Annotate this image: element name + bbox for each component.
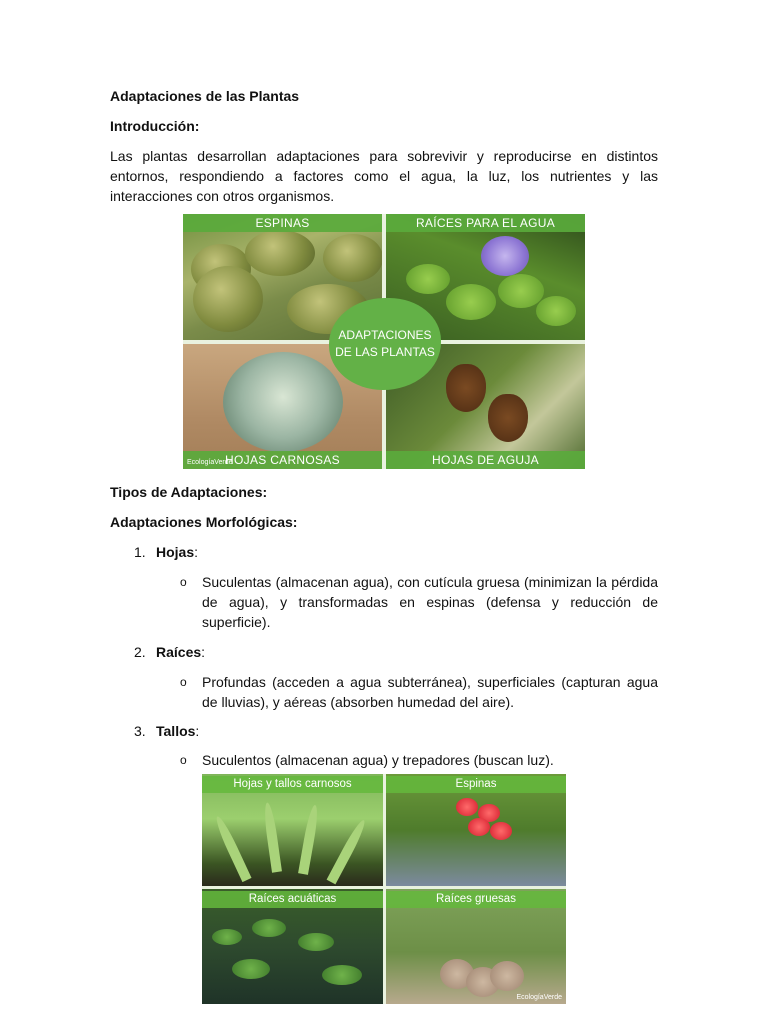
document-body <box>110 86 658 216</box>
adaptations-collage-image <box>183 214 585 469</box>
bullet-marker: o <box>180 675 187 689</box>
label-raices-acuaticas: Raíces acuáticas <box>202 891 383 908</box>
center-title-badge: ADAPTACIONES DE LAS PLANTAS <box>329 298 441 390</box>
label-espinas: ESPINAS <box>183 214 382 232</box>
list-label: Tallos <box>156 723 196 739</box>
list-number: 3. <box>134 723 146 739</box>
label-hojas-carnosas: HOJAS CARNOSAS <box>183 451 382 469</box>
types-heading: Tipos de Adaptaciones: <box>110 484 268 500</box>
thick-roots-panel <box>386 889 566 1004</box>
list-subitem-text: Profundas (acceden a agua subterránea), superficiales (capturan agua de lluvias), y aéreas (absorben humedad del aire). <box>202 674 658 710</box>
examples-collage-image <box>202 774 566 1004</box>
list-label: Hojas <box>156 544 195 560</box>
bullet-marker: o <box>180 575 187 589</box>
list-subitem-text: Suculentas (almacenan agua), con cutícula gruesa (minimizan la pérdida de agua), y transformadas en espinas (defensa y reducción de superficie). <box>202 574 658 630</box>
list-label: Raíces <box>156 644 202 660</box>
label-hojas-aguja: HOJAS DE AGUJA <box>386 451 585 469</box>
label-raices-gruesas: Raíces gruesas <box>386 891 566 908</box>
thorns-panel <box>386 774 566 886</box>
intro-heading: Introducción: <box>110 118 200 134</box>
aquatic-roots-panel <box>202 889 383 1004</box>
label-raices-agua: RAÍCES PARA EL AGUA <box>386 214 585 232</box>
list-subitem-text: Suculentos (almacenan agua) y trepadores (buscan luz). <box>202 752 554 768</box>
list-item: 1. Hojas: <box>134 544 199 560</box>
intro-paragraph: Las plantas desarrollan adaptaciones para sobrevivir y reproducirse en distintos entornos, respondiendo a factores como el agua, la luz, los nutrientes y las interacciones con otros organismos. <box>110 148 658 204</box>
morph-heading: Adaptaciones Morfológicas: <box>110 514 298 530</box>
aloe-panel <box>202 774 383 886</box>
list-number: 1. <box>134 544 146 560</box>
label-espinas-2: Espinas <box>386 776 566 793</box>
label-hojas-tallos-carnosos: Hojas y tallos carnosos <box>202 776 383 793</box>
document-title: Adaptaciones de las Plantas <box>110 88 300 104</box>
ecologiaverde-logo: EcologíaVerde <box>187 459 233 466</box>
list-number: 2. <box>134 644 146 660</box>
bullet-marker: o <box>180 753 187 767</box>
ecologiaverde-logo-2: EcologíaVerde <box>516 994 562 1001</box>
